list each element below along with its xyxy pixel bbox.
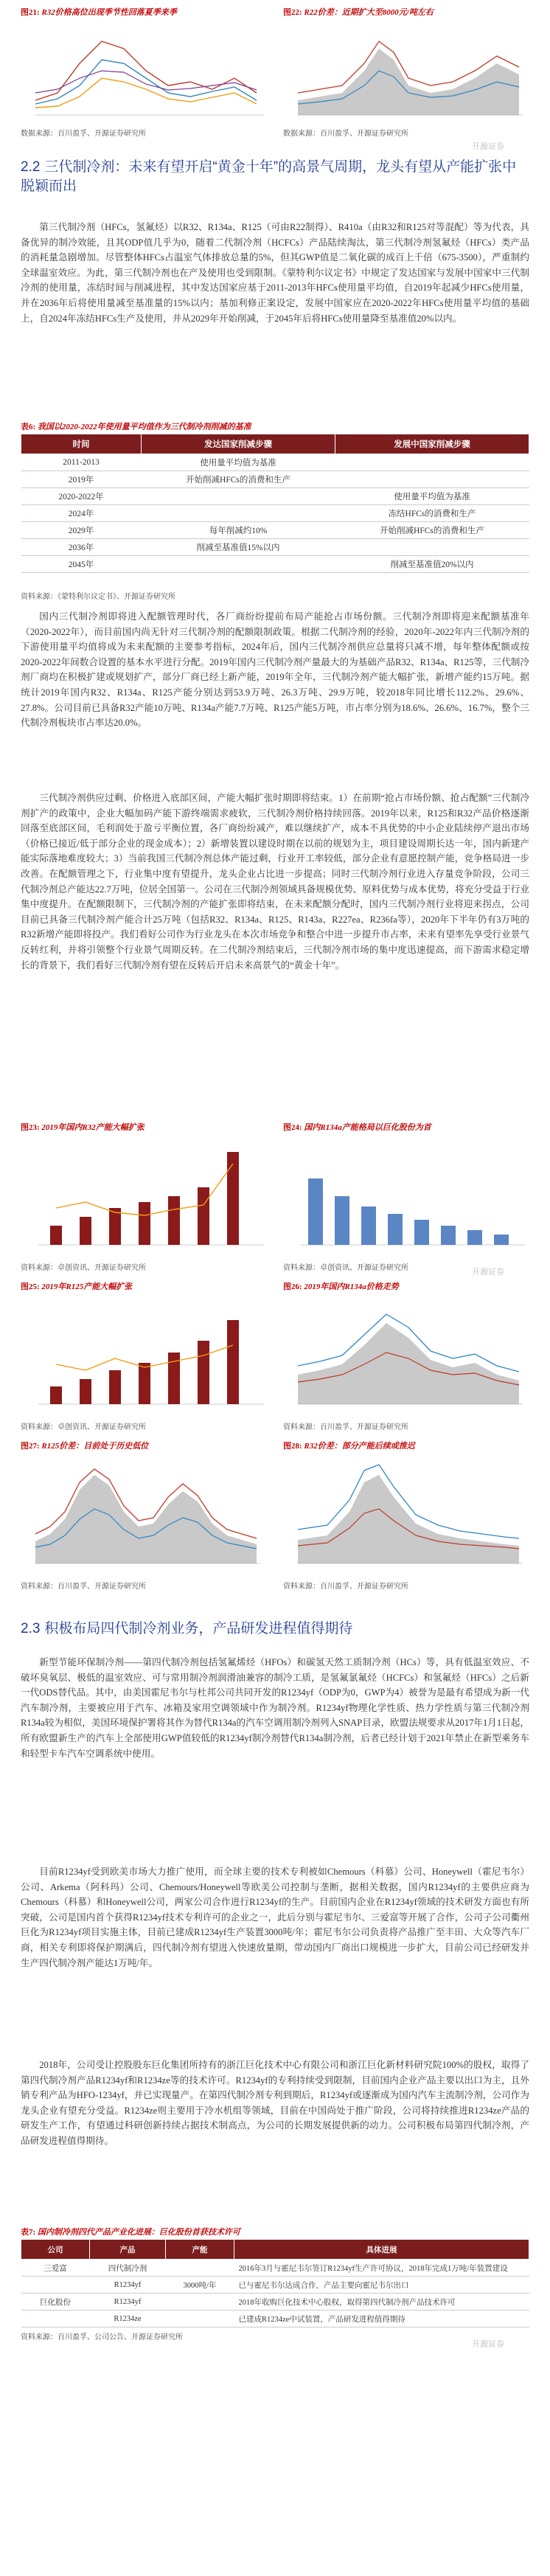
table6-source: 资料来源：《蒙特利尔议定书》、开源证券研究所 — [21, 593, 175, 601]
table7-header-progress: 具体进展 — [234, 2240, 529, 2260]
fig25-bar-7 — [227, 1320, 239, 1404]
fig23-bar-1 — [50, 1226, 62, 1245]
watermark: 开源证券 — [472, 142, 504, 151]
paragraph-2018-acquisition: 2018年，公司受让控股股东巨化集团所持有的浙江巨化技术中心有限公司和浙江巨化新材料研究院100%的股权，取得了第四代制冷剂产品R1234yf和R1234ze等的技术许可。R1234yf的专利持续受到限制，目前国内企业产品主要以出口为主，且外销专利产品为HFO-1234yf，并已实现量产。在第四代制冷剂专利到期后，R1234yf或逐渐成为国内汽车主流制冷剂，公司作为龙头企业有望充分受益。R1234ze则主要用于冷水机组等领域，目前在中国尚处于推广阶段，公司将持续推进R1234ze产品的研发生产工作，有望通过科研创新持续占据技术制高点，为公司的长期发展提供新的动力。公司积极布局第四代制冷剂，产品研发进程值得期待。 — [21, 2060, 529, 2146]
table-row: 2024年 冻结HFCs的消费和生产 — [21, 505, 529, 522]
table-row: R1234ze 已建成R1234ze中试装置，产品研发进程值得期待 — [21, 2311, 529, 2327]
fig28-caption: 图28: R32价差：部分产能后续或推迟 — [283, 1442, 415, 1451]
fig27-svg — [21, 1453, 268, 1577]
table-row: 2029年 每年削减约10% 开始削减HFCs的消费和生产 — [21, 522, 529, 539]
table6-caption: 表6: 我国以2020-2022年使用量平均值作为三代制冷剂削减的基准 — [21, 423, 251, 431]
paragraph-r1234yf-market: 目前R1234yf受到欧美市场大力推广使用，而全球主要的技术专利被如Chemours（科慕）公司、Honeywell（霍尼韦尔）公司、Arkema（阿科玛）公司、Chemours/Honeywell等欧美公司控制与垄断，据相关数据，国内R1234yf的主要供应商为Chemours（科慕）和Honeywell公司，两家公司合作进行R1234yf的生产。目前国内企业在R1234yf领域的技术研发方面也有所突破，公司是国内首个获得R1234yf技术专利许可的企业之一，此后分别与霍尼韦尔、三爱富等开展了合作，公司子公司衢州巨化为R1234yf项目实施主体，目前已建成R1234yf生产装置3000吨/年；霍尼韦尔公司负责将产品推广至丰田、大众等汽车厂商，相关专利即将保护期满后，四代制冷剂有望进入快速放量期，带动国内厂商出口规模进一步扩大，目前公司已经研发并生产四代制冷剂产能达1万吨/年。 — [21, 1867, 529, 1968]
fig25-bar-4 — [139, 1363, 150, 1404]
fig26-source: 资料来源：百川盈孚、开源证券研究所 — [283, 1423, 408, 1431]
fig25-chart — [21, 1294, 268, 1417]
fig25-source: 资料来源：卓创资讯、开源证券研究所 — [21, 1423, 146, 1431]
fig25-bar-1 — [50, 1386, 62, 1404]
fig22-svg — [283, 19, 529, 124]
fig28-chart — [283, 1453, 529, 1577]
fig26-caption: 图26: 2019年国内R134a价格走势 — [283, 1282, 399, 1291]
fig25-bar-3 — [109, 1370, 121, 1404]
fig23-bar-6 — [198, 1187, 209, 1245]
fig21-chart — [21, 19, 268, 124]
fig27-caption: 图27: R125价差：目前处于历史低位 — [21, 1442, 149, 1451]
fig26-svg — [283, 1294, 529, 1417]
fig25-bar-2 — [80, 1379, 91, 1404]
table6 — [21, 434, 529, 573]
fig24-bar-3 — [361, 1207, 376, 1245]
table7-header-row — [21, 2240, 529, 2260]
fig25-caption: 图25: 2019年R125产能大幅扩张 — [21, 1282, 133, 1291]
table-row: R1234yf 3000吨/年 已与霍尼韦尔达成合作，产品主要向霍尼韦尔出口 — [21, 2277, 529, 2294]
table6-header-developed: 发达国家削减步骤 — [142, 434, 335, 454]
table7-source: 资料来源：百川盈孚、公司公告、开源证券研究所 — [21, 2333, 183, 2341]
table-row: 2019年 开始削减HFCs的消费和生产 — [21, 471, 529, 488]
fig25-bar-6 — [198, 1341, 209, 1404]
table7 — [21, 2239, 529, 2327]
fig24-caption: 图24: 国内R134a产能格局以巨化股份为首 — [283, 1123, 431, 1132]
fig24-bar-8 — [494, 1235, 509, 1245]
table-row: 2045年 削减至基准值20%以内 — [21, 556, 529, 573]
table7-caption: 表7: 国内制冷剂四代产品产业化进展：巨化股份首获技术许可 — [21, 2228, 240, 2237]
fig27-source: 资料来源：百川盈孚、开源证券研究所 — [21, 1583, 146, 1591]
table-row: 2011-2013 使用量平均值为基准 — [21, 454, 529, 471]
fig23-bar-4 — [139, 1202, 150, 1245]
fig24-bar-5 — [414, 1220, 429, 1245]
fig23-bar-3 — [109, 1208, 121, 1245]
table6-header-row — [21, 434, 529, 454]
fig28-svg — [283, 1453, 529, 1577]
paragraph-quota-era: 国内三代制冷剂即将进入配额管理时代，各厂商纷纷提前布局产能抢占市场份额。三代制冷剂即将迎来配额基准年（2020-2022年），而目前国内尚无针对三代制冷剂的配额限制政策。根据二代制冷剂的经验，2020年-2022年内三代制冷剂的下游使用量平均值将成为未来配额的主要参考指标，2024年后，国内三代制冷剂供应总量将只减不增，每年整体配额或按2020-2022年间数合设置的基本水平进行分配。2019年国内三代制冷剂产量最大的为基础产品R32、R134a、R125等，三代制冷剂厂商均在积极扩建或规划扩产，部分厂商已经上新产能，2019年全年，三代制冷剂产能大幅扩张，新增产能约15万吨。据统计2019年国内R32、R134a、R125产能分别达到53.9万吨、26.3万吨、29.9万吨，较2018年同比增长112.2%、29.6%、27.8%。公司目前已具备R32产能10万吨、R134a产能7.7万吨、R125产能5万吨，市占率分别为18.6%、26.6%、16.7%，整个三代制冷剂板块市占率达20.0%。 — [21, 611, 529, 729]
fig23-chart — [21, 1134, 268, 1258]
fig26-chart — [283, 1294, 529, 1417]
paragraph-4th-gen: 新型节能环保制冷剂——第四代制冷剂包括氢氟烯烃（HFOs）和碳氢天然工质制冷剂（HCs）等，具有低温室效应、不破坏臭氧层、极低的温室效应、可与常用制冷剂润滑油兼容的制冷工质，是氢氟氯氟烃（HCFCs）和氢氟烃（HFCs）之后新一代ODS替代品。其中，由美国霍尼韦尔与杜邦公司共同开发的R1234yf（ODP为0，GWP为4）被誉为是最有希望成为新一代汽车制冷剂，主要被应用于汽车、冰箱及家用空调领域中作为制冷剂。R1234yf物理化学性质、热力学性质与第三代制冷剂R134a较为相似，美国环境保护署将其作为替代R134a的汽车空调用制冷剂列入SNAP目录，欧盟法规要求从2017年1月1日起，所有欧盟新生产的汽车上全部使用GWP值较低的R1234yf制冷剂替代R134a制冷剂，后者已经计划于2021年禁止在新型乘务车和轻型卡车汽车空调系统中使用。 — [21, 1657, 529, 1759]
fig23-svg — [21, 1134, 268, 1258]
table-row: 三爱富 四代制冷剂 2016年3月与霍尼韦尔签订R1234yf生产许可协议，2018年完成1万吨/年装置建设 — [21, 2260, 529, 2277]
fig24-svg — [283, 1134, 529, 1258]
table7-header-capacity: 产能 — [166, 2240, 234, 2260]
fig28-area — [298, 1475, 519, 1563]
fig23-source: 资料来源：卓创资讯、开源证券研究所 — [21, 1264, 146, 1272]
fig23-bar-2 — [80, 1217, 91, 1245]
table6-header-time: 时间 — [21, 434, 142, 454]
table7-header-product: 产品 — [90, 2240, 166, 2260]
fig24-bar-6 — [441, 1226, 456, 1245]
table6-header-developing: 发展中国家削减步骤 — [335, 434, 529, 454]
table-row: 2036年 削减至基准值15%以内 — [21, 539, 529, 556]
fig28-source: 资料来源：百川盈孚、开源证券研究所 — [283, 1583, 408, 1591]
fig21-svg — [21, 19, 268, 124]
fig22-chart — [283, 19, 529, 124]
section-2-3-title: 2.3 积极布局四代制冷剂业务，产品研发进程值得期待 — [21, 1621, 353, 1636]
fig24-source: 资料来源：卓创资讯、开源证券研究所 — [283, 1264, 408, 1272]
fig24-bar-4 — [388, 1214, 403, 1245]
paragraph-hfc-intro: 第三代制冷剂（HFCs，氢氟烃）以R32、R134a、R125（可由R22制得）、R410a（由R32和R125对等混配）等为代表，具备优异的制冷效能，且其ODP值几乎为0，随着二代制冷剂（HCFCs）产品陆续淘汰，第三代制冷剂氢氟烃（HFCs）类产品的消耗量急剧增加。尽管整体HFCs占温室气体排放总量的5%，但其GWP值是二氧化碳的成百上千倍（675-3500），严重制约全球温室效应。为此，第三代制冷剂也在产及使用也受到限制。《蒙特利尔议定书》中规定了发达国家与发展中国家中三代制冷剂的使用量，冻结时间与削减进程，其中发达国家应基于2011-2013年HFCs使用量平均值，自2019年起减少HFCs使用量，并在2036年后将使用量减至基准量的15%以内；基加利修正案设定，发展中国家应在2020-2022年HFCs使用量平均值的基础上，自2024年冻结HFCs生产及使用，并从2029年开始削减，于2045年后将HFCs使用量降至基准值20%以内。 — [21, 222, 529, 324]
fig26-area — [298, 1323, 519, 1404]
fig23-caption: 图23: 2019年国内R32产能大幅扩张 — [21, 1123, 145, 1132]
table7-header-company: 公司 — [21, 2240, 90, 2260]
fig24-chart — [283, 1134, 529, 1258]
watermark: 开源证券 — [472, 2340, 504, 2349]
fig21-source: 数据来源：百川盈孚、开源证券研究所 — [21, 130, 146, 138]
fig21-caption: 图21: R32价格高位出现季节性回落夏季来季 — [21, 8, 177, 17]
watermark: 开源证券 — [472, 1268, 504, 1277]
fig24-bar-1 — [308, 1178, 323, 1245]
fig22-caption: 图22: R22价差：近期扩大至8000元/吨左右 — [283, 8, 434, 17]
fig24-bar-2 — [335, 1196, 349, 1245]
section-2-2-title: 2.2 三代制冷剂：未来有望开启“黄金十年”的高景气周期，龙头有望从产能扩张中脱颖而出 — [21, 159, 517, 194]
fig24-bar-7 — [467, 1230, 482, 1245]
fig27-chart — [21, 1453, 268, 1577]
fig22-source: 数据来源：百川盈孚、开源证券研究所 — [283, 130, 408, 138]
paragraph-oversupply: 三代制冷剂供应过剩、价格进入底部区间，产能大幅扩张时期即将结束。1）在前期“抢占市场份额、抢占配额”三代制冷剂扩产的政策中，企业大幅加码产能下游终端需求疲软，三代制冷剂价格持续回落。2019年以来，R125和R32产品价格逐渐回落至底部区间，毛利润处于盈亏平衡位置，各厂商纷纷减产，难以继续扩产，成本不具优势的中小企业陆续停产退出市场（价格已接近/低于部分企业的现金成本）；2）新增装置以建设时期在以前的规划为主，项目建设周期长达一年，国内新建产能实际落地难度较大；3）当前我国三代制冷剂总体产能过剩，行业开工率较低，部分企业有意愿控制产能，竞争格局进一步改善。在配额管理之下，行业集中度有望提升，龙头企业占比进一步提高；同时三代制冷剂行业进入存量竞争阶段，公司三代制冷剂总产能达22.7万吨，位居全国第一。公司在三代制冷剂领域具备规模优势、原料优势与成本优势，将充分受益于行业集中度提升。在配额限制下，三代制冷剂的产能扩张即将结束，在未来配额分配时，国内三代制冷剂行业将迎来拐点，公司目前已具备三代制冷剂产能合计25万吨（包括R32、R134a、R125、R143a、R227ea、R236fa等），2020年下半年仍有3万吨的R32新增产能即将投产。我们看好公司作为行业龙头在本次市场竞争和整合中进一步提升市占率，未来有望率先享受行业景气反转红利，并将引领整个行业景气周期反转。在二代制冷剂结束后，三代制冷剂市场的集中度迅速提高，而下游需求稳定增长的背景下，我们看好三代制冷剂有望在反转后开启未来高景气的“黄金十年”。 — [21, 793, 529, 971]
table-row: 巨化股份 R1234yf 2018年收购巨化技术中心股权，取得第四代制冷剂产品技术许可 — [21, 2294, 529, 2311]
table-row: 2020-2022年 使用量平均值为基准 — [21, 488, 529, 505]
fig23-bar-5 — [168, 1196, 180, 1245]
fig25-svg — [21, 1294, 268, 1417]
fig23-bar-7 — [227, 1152, 239, 1245]
